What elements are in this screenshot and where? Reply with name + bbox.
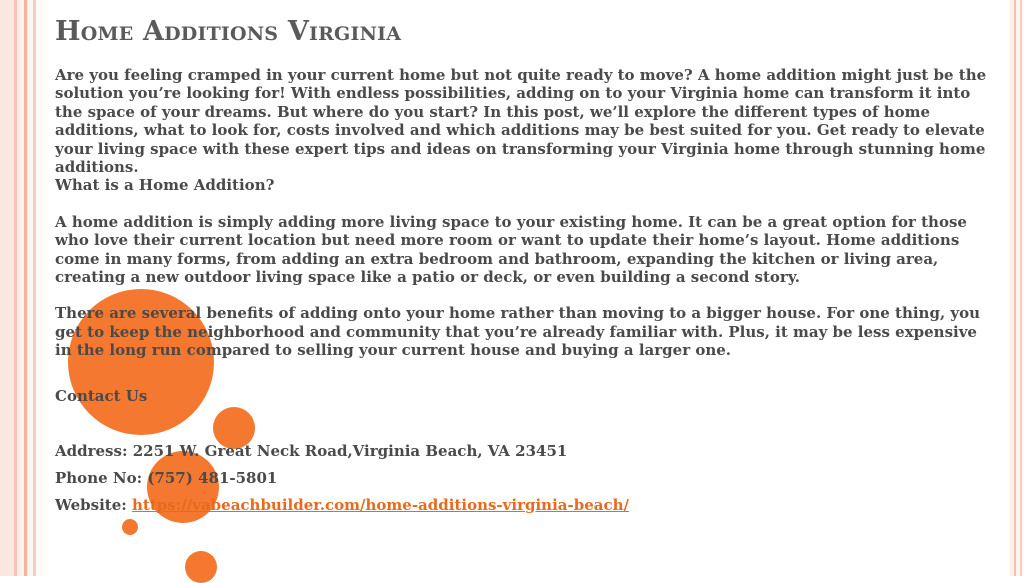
definition-paragraph: A home addition is simply adding more living space to your existing home. It can be a great option for those who love their current location but need more room or want to update their home’s layout. Home additions come in many forms, from adding an extra bedroom and bathroom, expanding the kitchen or living area, creating a new outdoor living space like a patio or deck, or even building a second story.	[55, 212, 967, 287]
right-decorative-stripes	[1010, 0, 1024, 576]
decorative-circle-tiny	[122, 519, 138, 535]
slide-content	[55, 12, 995, 514]
contact-heading: Contact Us	[55, 386, 148, 405]
website-label: Website:	[55, 495, 133, 514]
website-link[interactable]: https://vabeachbuilder.com/home-additions-virginia-beach/	[132, 495, 629, 514]
benefits-paragraph: There are several benefits of adding onto your home rather than moving to a bigger house. For one thing, you get to keep the neighborhood and community that you’re already familiar with. Plus, it may be less expensive in the long run compared to selling your current house and buying a larger one.	[55, 304, 981, 360]
phone-line: Phone No: (757) 481-5801	[55, 468, 278, 487]
address-line: Address: 2251 W. Great Neck Road,Virginia Beach, VA 23451	[55, 441, 568, 460]
intro-paragraph: Are you feeling cramped in your current home but not quite ready to move? A home addition might just be the solution you’re looking for! With endless possibilities, adding on to your Virginia home can transform it into the space of your dreams. But where do you start? In this post, we’ll explore the different types of home additions, what to look for, costs involved and which additions may be best suited for you. Get ready to elevate your living space with these expert tips and ideas on transforming your Virginia home through stunning home additions.	[55, 66, 987, 177]
left-decorative-stripes	[0, 0, 44, 576]
website-line	[55, 496, 995, 514]
page-title: Home Additions Virginia	[55, 16, 402, 47]
subheading: What is a Home Addition?	[55, 176, 275, 195]
decorative-circle-bottom	[185, 551, 217, 583]
